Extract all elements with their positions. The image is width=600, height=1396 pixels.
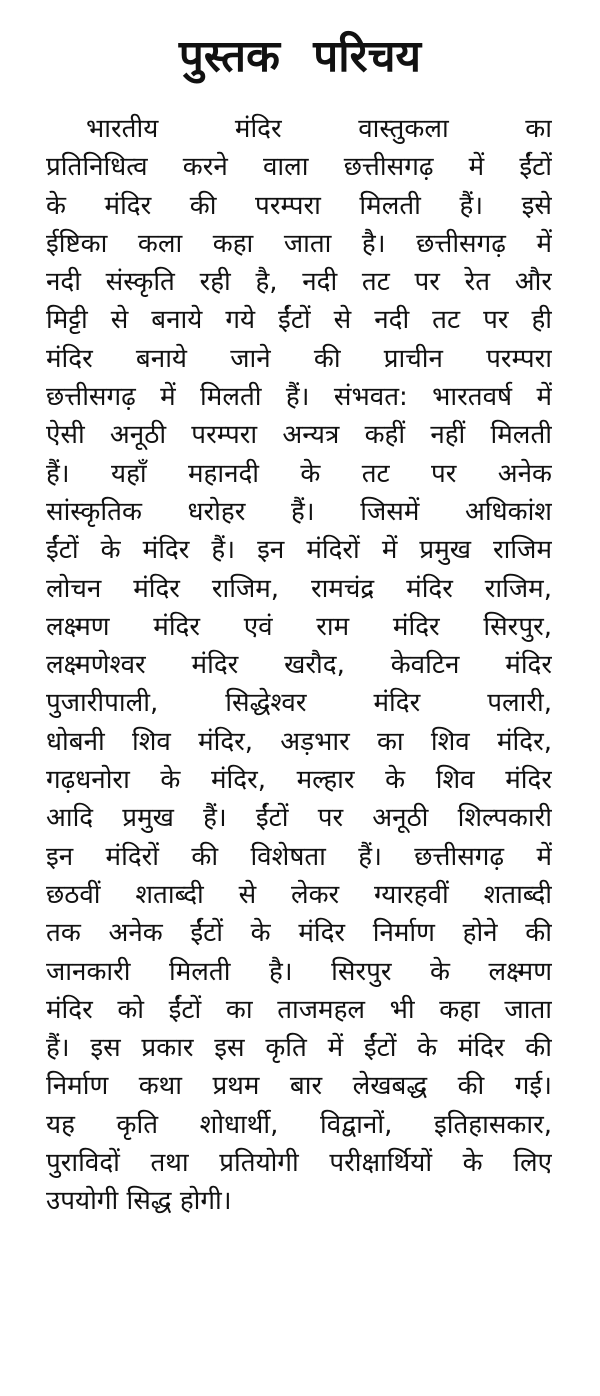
text-line: लक्ष्मणेश्वर मंदिर खरौद, केवटिन मंदिर	[46, 650, 552, 681]
text-line: निर्माण कथा प्रथम बार लेखबद्ध की गई।	[46, 1071, 552, 1102]
text-line: छत्तीसगढ़ में मिलती हैं। संभवत: भारतवर्ष में	[46, 382, 552, 413]
text-line: मिट्टी से बनाये गये ईंटों से नदी तट पर ही	[46, 305, 552, 336]
text-line: हैं। इस प्रकार इस कृति में ईंटों के मंदिर की	[46, 1033, 552, 1064]
text-line: नदी संस्कृति रही है, नदी तट पर रेत और	[46, 267, 552, 298]
text-line: सांस्कृतिक धरोहर हैं। जिसमें अधिकांश	[46, 496, 552, 527]
text-line: गढ़धनोरा के मंदिर, मल्हार के शिव मंदिर	[46, 765, 552, 796]
text-line: उपयोगी सिद्ध होगी।	[46, 1186, 232, 1217]
text-line: लोचन मंदिर राजिम, रामचंद्र मंदिर राजिम,	[46, 573, 552, 604]
text-line: यह कृति शोधार्थी, विद्वानों, इतिहासकार,	[46, 1109, 552, 1140]
text-line: पुराविदों तथा प्रतियोगी परीक्षार्थियों के लिए	[46, 1148, 552, 1179]
text-line: जानकारी मिलती है। सिरपुर के लक्ष्मण	[46, 956, 552, 987]
text-line: पुजारीपाली, सिद्धेश्वर मंदिर पलारी,	[46, 688, 552, 719]
text-line: के मंदिर की परम्परा मिलती हैं। इसे	[46, 190, 552, 221]
text-line: धोबनी शिव मंदिर, अड़भार का शिव मंदिर,	[46, 726, 552, 757]
text-line: छठवीं शताब्दी से लेकर ग्यारहवीं शताब्दी	[46, 879, 552, 910]
text-line: आदि प्रमुख हैं। ईंटों पर अनूठी शिल्पकारी	[46, 803, 552, 834]
text-line: इन मंदिरों की विशेषता हैं। छत्तीसगढ़ में	[46, 841, 552, 872]
text-line: भारतीय मंदिर वास्तुकला का	[86, 114, 552, 144]
text-line: मंदिर बनाये जाने की प्राचीन परम्परा	[46, 343, 552, 374]
text-line: प्रतिनिधित्व करने वाला छत्तीसगढ़ में ईंटों	[46, 152, 552, 183]
text-line: तक अनेक ईंटों के मंदिर निर्माण होने की	[46, 918, 552, 949]
page-title: पुस्तक परिचय	[178, 31, 422, 82]
text-line: हैं। यहाँ महानदी के तट पर अनेक	[46, 458, 552, 489]
text-line: ईंटों के मंदिर हैं। इन मंदिरों में प्रमुख राजिम	[46, 535, 552, 566]
text-line: ऐसी अनूठी परम्परा अन्यत्र कहीं नहीं मिलती	[46, 420, 552, 451]
review-paragraph	[46, 110, 552, 1221]
text-line: मंदिर को ईंटों का ताजमहल भी कहा जाता	[46, 994, 552, 1025]
text-line: ईष्टिका कला कहा जाता है। छत्तीसगढ़ में	[46, 228, 552, 259]
text-line: लक्ष्मण मंदिर एवं राम मंदिर सिरपुर,	[46, 611, 552, 642]
